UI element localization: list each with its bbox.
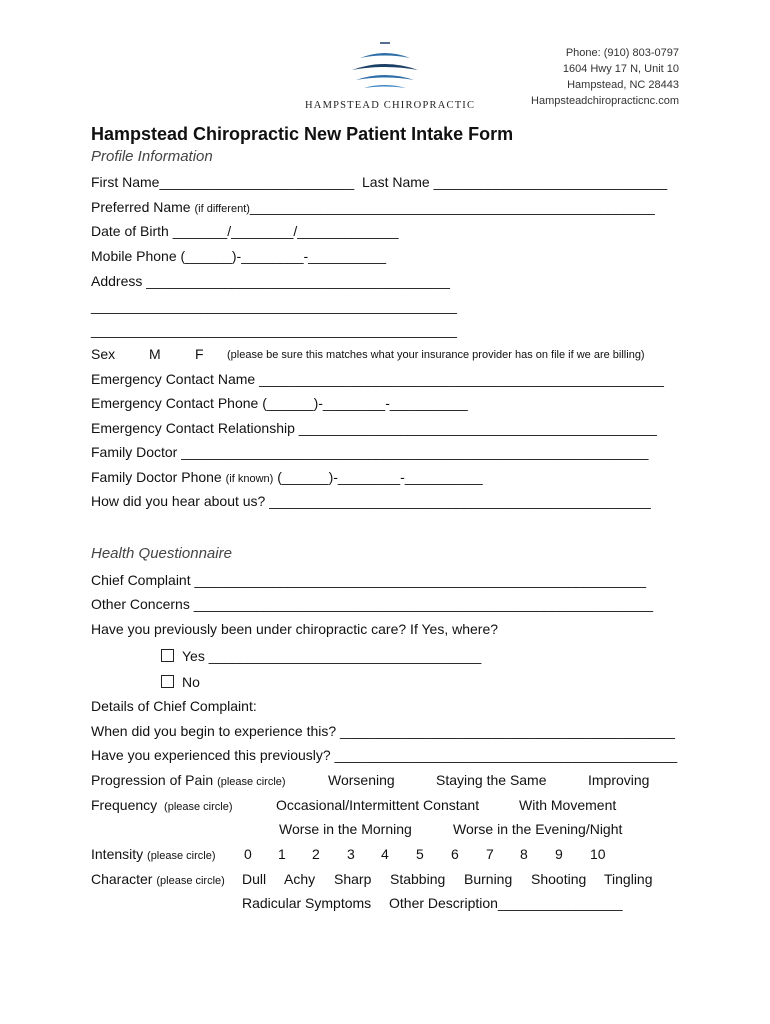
progression-option[interactable]: Improving (588, 772, 650, 788)
character-label-text: Character (91, 871, 153, 887)
experienced-previously-field[interactable]: Have you experienced this previously? ____________________________________________ (91, 747, 678, 763)
form-title: Hampstead Chiropractic New Patient Intake Form (91, 124, 514, 144)
frequency-note: (please circle) (164, 801, 233, 813)
progression-label-text: Progression of Pain (91, 772, 214, 788)
clinic-contact-block (531, 45, 679, 109)
logo-arcs-icon (340, 38, 430, 98)
address-line-3[interactable]: _______________________________________________ (91, 322, 457, 338)
clinic-website: Hampsteadchiropracticnc.com (531, 95, 679, 107)
heard-about-us-field[interactable]: How did you hear about us? _________________________________________________ (91, 493, 651, 509)
chief-complaint-field[interactable]: Chief Complaint __________________________________________________________ (91, 572, 647, 588)
other-concerns-field[interactable]: Other Concerns ___________________________________________________________ (91, 596, 654, 612)
character-note: (please circle) (156, 875, 225, 887)
character-option[interactable]: Sharp (334, 871, 372, 887)
address-line-2[interactable]: _______________________________________________ (91, 298, 457, 314)
preferred-name-field[interactable] (91, 199, 655, 215)
sex-label: Sex (91, 346, 116, 362)
emergency-contact-relationship-field[interactable]: Emergency Contact Relationship ______________________________________________ (91, 420, 657, 436)
intensity-value[interactable]: 5 (416, 846, 424, 862)
intensity-value[interactable]: 1 (278, 846, 286, 862)
character-option[interactable]: Shooting (531, 871, 587, 887)
previous-care-question: Have you previously been under chiropractic care? If Yes, where? (91, 621, 499, 637)
intensity-value[interactable]: 9 (555, 846, 563, 862)
intensity-value[interactable]: 0 (244, 846, 252, 862)
mobile-phone-field[interactable]: Mobile Phone (______)-________-__________ (91, 248, 387, 264)
last-name-field[interactable]: Last Name ______________________________ (362, 174, 668, 190)
character-option[interactable]: Dull (242, 871, 267, 887)
emergency-contact-phone-field[interactable]: Emergency Contact Phone (______)-________-__________ (91, 395, 468, 411)
sex-note: (please be sure this matches what your insurance provider has on file if we are billing) (227, 349, 645, 361)
health-heading: Health Questionnaire (91, 545, 232, 562)
logo-text: HAMPSTEAD CHIROPRACTIC (305, 100, 476, 111)
family-doctor-phone-note: (if known) (225, 473, 274, 485)
family-doctor-phone-line: (______)-________-__________ (277, 469, 483, 485)
frequency-option[interactable]: Worse in the Morning (279, 821, 412, 837)
intensity-value[interactable]: 2 (312, 846, 320, 862)
yes-checkbox[interactable] (161, 649, 174, 662)
sex-option-m[interactable]: M (149, 346, 161, 362)
family-doctor-field[interactable]: Family Doctor ____________________________________________________________ (91, 444, 649, 460)
preferred-name-line: ____________________________________________________ (249, 199, 655, 215)
character-option[interactable]: Burning (464, 871, 513, 887)
address-field[interactable]: Address _______________________________________ (91, 273, 450, 289)
intensity-value[interactable]: 7 (486, 846, 494, 862)
intensity-label-text: Intensity (91, 846, 144, 862)
clinic-street: 1604 Hwy 17 N, Unit 10 (562, 63, 679, 75)
sex-option-f[interactable]: F (195, 346, 204, 362)
dob-field[interactable]: Date of Birth _______/________/_____________ (91, 223, 399, 239)
previous-care-yes[interactable] (161, 648, 481, 664)
intensity-value[interactable]: 10 (590, 846, 606, 862)
no-checkbox[interactable] (161, 675, 174, 688)
frequency-option[interactable]: With Movement (519, 797, 617, 813)
character-option[interactable]: Radicular Symptoms (242, 895, 372, 911)
progression-note: (please circle) (217, 776, 286, 788)
character-option[interactable]: Stabbing (390, 871, 446, 887)
profile-heading: Profile Information (91, 148, 213, 165)
intensity-label (91, 846, 216, 862)
yes-label: Yes ___________________________________ (182, 648, 482, 664)
intensity-value[interactable]: 4 (381, 846, 389, 862)
clinic-phone: Phone: (910) 803-0797 (565, 47, 679, 59)
previous-care-no[interactable] (161, 674, 200, 690)
no-label: No (182, 674, 200, 690)
preferred-name-label: Preferred Name (91, 199, 191, 215)
frequency-label-text: Frequency (91, 797, 158, 813)
frequency-option[interactable]: Occasional/Intermittent Constant (276, 797, 480, 813)
clinic-city: Hampstead, NC 28443 (567, 79, 679, 91)
progression-option[interactable]: Worsening (328, 772, 395, 788)
frequency-option[interactable]: Worse in the Evening/Night (453, 821, 623, 837)
first-name-field[interactable]: First Name_________________________ (91, 174, 355, 190)
intensity-value[interactable]: 6 (451, 846, 459, 862)
intensity-value[interactable]: 3 (347, 846, 355, 862)
details-heading: Details of Chief Complaint: (91, 698, 257, 714)
frequency-label (91, 797, 233, 813)
character-option[interactable]: Achy (284, 871, 316, 887)
preferred-name-note: (if different) (194, 203, 250, 215)
progression-option[interactable]: Staying the Same (436, 772, 547, 788)
family-doctor-phone-label: Family Doctor Phone (91, 469, 222, 485)
intensity-note: (please circle) (147, 850, 216, 862)
when-began-field[interactable]: When did you begin to experience this? ___________________________________________ (91, 723, 675, 739)
intensity-value[interactable]: 8 (520, 846, 528, 862)
progression-label (91, 772, 286, 788)
character-option[interactable]: Tingling (604, 871, 653, 887)
emergency-contact-name-field[interactable]: Emergency Contact Name ____________________________________________________ (91, 371, 664, 387)
other-description-field[interactable]: Other Description________________ (389, 895, 623, 911)
character-label (91, 871, 225, 887)
family-doctor-phone-field[interactable] (91, 469, 483, 485)
